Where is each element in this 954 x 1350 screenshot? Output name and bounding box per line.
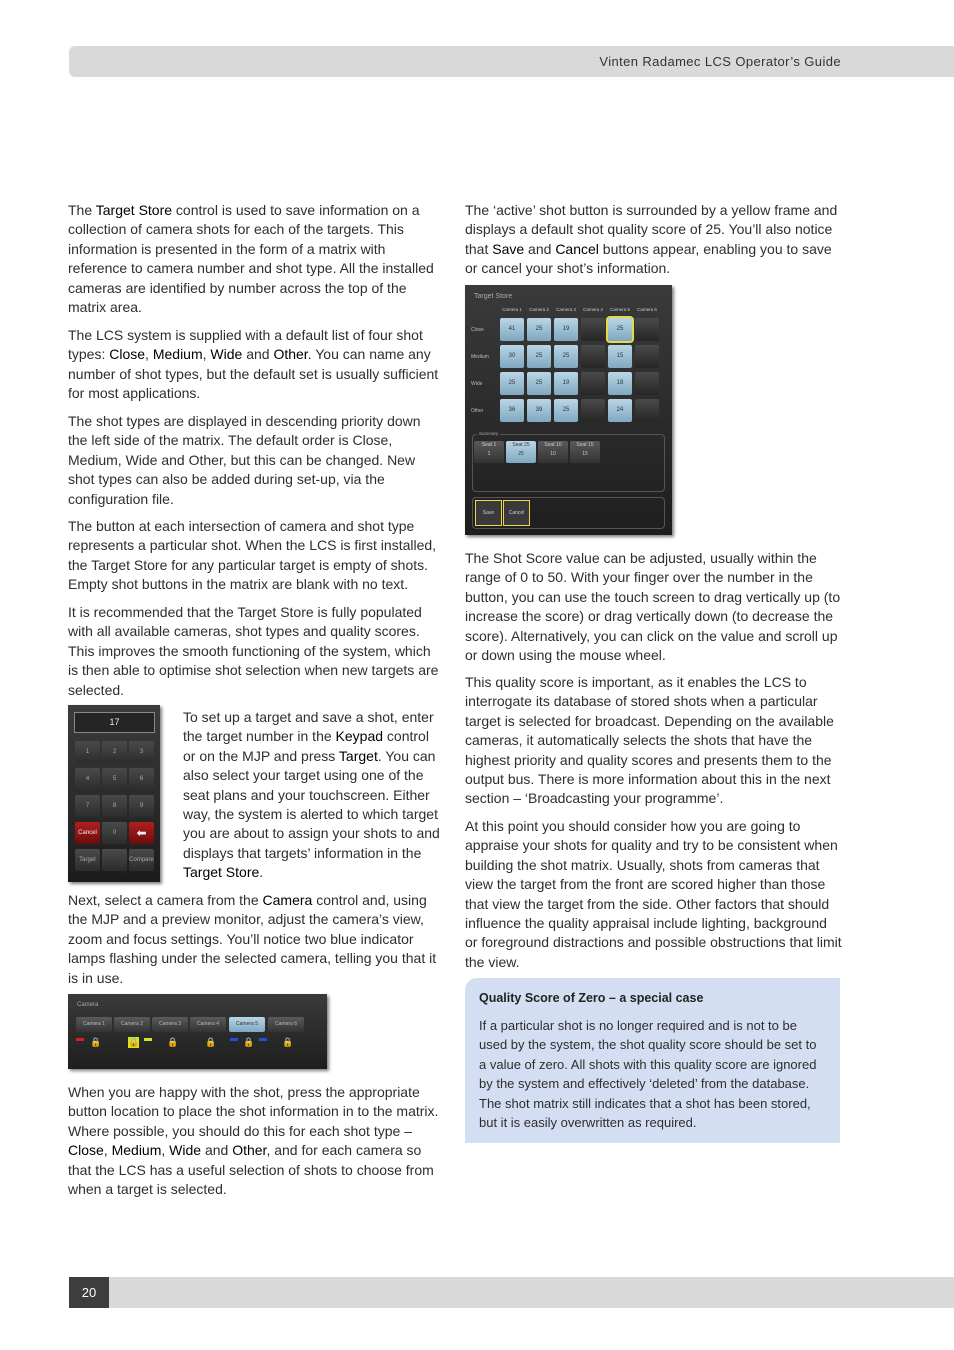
left-paragraph-4: The button at each intersection of camera and shot type represents a particular shot. When the LCS is first installed, the Target Store for any particular target is empty of shots. Empty shot buttons in the matrix are blank with no text.: [68, 518, 437, 593]
right-paragraph-1: The ‘active’ shot button is surrounded by a yellow frame and displays a default shot quality score of 25. You’ll also notice that Save and Cancel buttons appear, enabling you to save or cancel your shot’s information.: [465, 202, 838, 277]
left-paragraph-6: To set up a target and save a shot, enter the target number in the Keypad control or on the MJP and press Target. You can also select your target using one of the seat plans and your touchscreen. Either way, the system is alerted to which target you are about to assign your shots to and displays that targets’ information in the Target Store.: [183, 709, 440, 881]
left-paragraph-5: It is recommended that the Target Store is fully populated with all available cameras, shot types and quality scores. This improves the smooth functioning of the system, which is then able to optimise shot selection when new targets are selected.: [68, 604, 439, 698]
right-paragraph-2: The Shot Score value can be adjusted, usually within the range of 0 to 50. With your finger over the number in the button, you can use the touch screen to drag vertically up (to increase the score) or drag vertically down (to decrease the score). Alternatively, you can click on the value and scroll up or down using the mouse wheel.: [465, 550, 841, 664]
camera-button: Camera 2: [114, 1017, 150, 1032]
keypad-backspace-icon: ⬅: [129, 822, 154, 844]
camera-button: Camera 1: [76, 1017, 112, 1032]
ts-row-label: Other: [471, 408, 484, 414]
footer-bar: [69, 1277, 954, 1308]
camera-button: Camera 6: [268, 1017, 304, 1032]
keypad-key: [102, 849, 127, 871]
ts-shot-cell: 25: [527, 345, 551, 368]
ts-shot-cell: 19: [554, 372, 578, 395]
lock-icon: 🔒: [243, 1037, 255, 1047]
left-paragraph-7: Next, select a camera from the Camera control and, using the MJP and a preview monitor, adjust the camera’s view, zoom and focus settings. You’ll notice two blue indicator lamps flashing under the selected camera, telling you that it is in use.: [68, 892, 437, 986]
ts-summary-seat: Seat 15 15: [570, 441, 600, 463]
camera-control-screenshot: [68, 994, 327, 1069]
ts-shot-cell: 25: [500, 372, 524, 395]
keypad-compare-key: Compare: [129, 849, 154, 871]
note-title: Quality Score of Zero – a special case: [479, 991, 704, 1005]
keypad-key: 5: [102, 768, 127, 790]
ts-action-box: [472, 497, 665, 529]
keypad-key: 6: [129, 768, 154, 790]
keypad-key: 8: [102, 795, 127, 817]
ts-camera-header: Camera 6: [637, 307, 657, 312]
left-paragraph-1: The Target Store control is used to save information on a collection of camera shots for each of the targets. This information is presented in the form of a matrix with reference to camera number and shot type. All the installed cameras are identified by number across the top of the matrix area.: [68, 202, 434, 316]
quality-score-note: [465, 978, 840, 1143]
ts-row-label: Wide: [471, 381, 483, 387]
ts-shot-cell: 30: [500, 345, 524, 368]
ts-camera-header: Camera 4: [583, 307, 603, 312]
ts-summary-box: [472, 431, 665, 492]
ts-shot-cell: 25: [554, 345, 578, 368]
ts-shot-cell: 19: [554, 318, 578, 341]
camera-button: Camera 4: [190, 1017, 226, 1032]
lock-icon: 🔒: [282, 1037, 294, 1047]
ts-summary-title: Summary: [479, 431, 499, 436]
ts-shot-cell-empty: [635, 318, 659, 341]
ts-camera-header: Camera 2: [529, 307, 549, 312]
right-paragraph-4: At this point you should consider how you are going to appraise your shots for quality and try to be consistent when building the shot matrix. Usually, shots from cameras that view the target from the front are scored higher than those that view the target from the side. Other factors that should influence the quality appraisal include lighting, background or foreground distractions and possible obstructions that limit the view.: [465, 818, 842, 970]
ts-save-button: Save: [475, 500, 502, 526]
keypad-target-key: Target: [75, 849, 100, 871]
ts-shot-cell-empty: [581, 372, 605, 395]
keypad-screenshot: [68, 705, 160, 882]
ts-summary-seat: Seat 1 1: [474, 441, 504, 463]
keypad-key: 9: [129, 795, 154, 817]
left-paragraph-8: When you are happy with the shot, press the appropriate button location to place the shot information in to the matrix. Where possible, you should do this for each shot type – Close, Medium, Wide and Other, and for each camera so that the LCS has a useful selection of shots to choose from when a target is selected.: [68, 1084, 439, 1198]
ts-camera-header: Camera 5: [610, 307, 630, 312]
ts-shot-cell: 41: [500, 318, 524, 341]
ts-shot-cell-empty: [635, 399, 659, 422]
keypad-key: 3: [129, 741, 154, 763]
yellow-indicator-lamp: [144, 1038, 152, 1041]
ts-row-label: Close: [471, 327, 484, 333]
keypad-display: 17: [74, 712, 155, 733]
keypad-cancel-key: Cancel: [75, 822, 100, 844]
keypad-key: 4: [75, 768, 100, 790]
ts-summary-seat: Seat 10 10: [538, 441, 568, 463]
target-store-screenshot: [465, 285, 672, 535]
ts-row-label: Medium: [471, 354, 489, 360]
ts-cancel-button: Cancel: [503, 500, 530, 526]
ts-shot-cell-active: 25: [608, 318, 632, 341]
right-paragraph-3: This quality score is important, as it enables the LCS to interrogate its database of stored shots when a particular target is selected for broadcast. Depending on the available cameras, it automatically selects the shots that have the highest priority and quality scores and presents them to the output bus. There is more information about this in the next section – ‘Broadcasting your programme’.: [465, 674, 834, 807]
ts-shot-cell: 36: [500, 399, 524, 422]
keypad-key: 0: [102, 822, 127, 844]
camera-panel-title: Camera: [77, 1002, 99, 1008]
page-number: 20: [69, 1277, 109, 1308]
ts-shot-cell: 15: [608, 345, 632, 368]
lock-icon: 🔒: [128, 1037, 140, 1047]
camera-button: Camera 3: [152, 1017, 188, 1032]
ts-shot-cell: 18: [608, 372, 632, 395]
ts-camera-header: Camera 1: [502, 307, 522, 312]
note-body: If a particular shot is no longer required and is not to be used by the system, the shot quality score should be set to a value of zero. All shots with this quality score are ignored by the system and effectively ‘deleted’ from the database. The shot matrix still indicates that a shot has been stored, but it is easily overwritten as required.: [479, 1018, 817, 1131]
camera-button-selected: Camera 5: [229, 1017, 265, 1032]
ts-shot-cell: 25: [527, 318, 551, 341]
ts-shot-cell: 24: [608, 399, 632, 422]
blue-indicator-lamp: [230, 1038, 238, 1041]
blue-indicator-lamp: [259, 1038, 267, 1041]
keypad-key: 1: [75, 741, 100, 763]
left-paragraph-3: The shot types are displayed in descending priority down the left side of the matrix. The default order is Close, Medium, Wide and Other, but this can be changed. New shot types can also be added during set-up, via the configuration file.: [68, 413, 421, 507]
lock-icon: 🔒: [167, 1037, 179, 1047]
keypad-key: 7: [75, 795, 100, 817]
ts-shot-cell: 39: [527, 399, 551, 422]
left-paragraph-2: The LCS system is supplied with a default list of four shot types: Close, Medium, Wide and Other. You can name any number of shot types, but the default set is usually sufficient for most applications.: [68, 327, 439, 402]
ts-summary-seat-selected: Seat 25 25: [506, 441, 536, 463]
ts-shot-cell-empty: [635, 345, 659, 368]
header-bar: [69, 46, 954, 77]
ts-camera-header: Camera 3: [556, 307, 576, 312]
ts-shot-cell: 25: [527, 372, 551, 395]
target-store-title: Target Store: [474, 293, 513, 300]
ts-shot-cell-empty: [581, 318, 605, 341]
lock-icon: 🔒: [205, 1037, 217, 1047]
red-indicator-lamp: [76, 1038, 84, 1041]
ts-shot-cell-empty: [635, 372, 659, 395]
header-title: Vinten Radamec LCS Operator’s Guide: [599, 54, 841, 69]
ts-shot-cell: 25: [554, 399, 578, 422]
ts-shot-cell-empty: [581, 399, 605, 422]
ts-shot-cell-empty: [581, 345, 605, 368]
keypad-key: 2: [102, 741, 127, 763]
lock-icon: 🔒: [90, 1037, 102, 1047]
